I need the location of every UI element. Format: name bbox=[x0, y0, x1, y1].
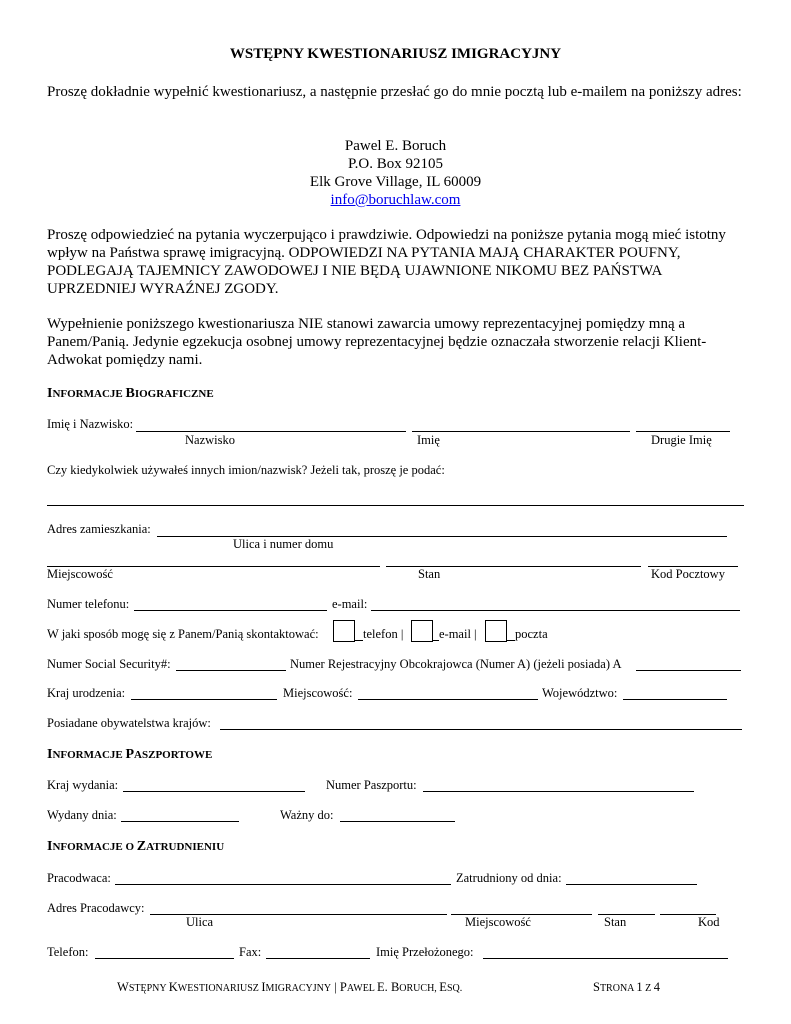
employer-zip-sublabel: Kod bbox=[698, 915, 720, 929]
contact-mail-underline bbox=[507, 640, 515, 641]
contact-phone-underline bbox=[355, 640, 363, 641]
citizenship-label: Posiadane obywatelstwa krajów: bbox=[47, 716, 211, 730]
passport-country-label: Kraj wydania: bbox=[47, 778, 119, 792]
employer-field[interactable] bbox=[115, 884, 451, 885]
contact-question: W jaki sposób mogę się z Panem/Panią skontaktować: bbox=[47, 627, 319, 641]
other-names-question: Czy kiedykolwiek używałeś innych imion/nazwisk? Jeżeli tak, proszę je podać: bbox=[47, 463, 445, 477]
employer-label: Pracodwaca: bbox=[47, 871, 111, 885]
contact-phone-checkbox[interactable] bbox=[333, 620, 355, 642]
phone-label: Numer telefonu: bbox=[47, 597, 130, 611]
email-label: e-mail: bbox=[332, 597, 368, 611]
birth-country-label: Kraj urodzenia: bbox=[47, 686, 126, 700]
contact-phone-label: telefon | bbox=[363, 627, 404, 641]
contact-email-label: e-mail | bbox=[439, 627, 477, 641]
birth-province-label: Województwo: bbox=[542, 686, 618, 700]
middlename-sublabel: Drugie Imię bbox=[651, 433, 712, 447]
alien-number-label: Numer Rejestracyjny Obcokrajowca (Numer A) (jeżeli posiada) A bbox=[290, 657, 622, 671]
employer-phone-field[interactable] bbox=[95, 958, 234, 959]
passport-issued-label: Wydany dnia: bbox=[47, 808, 117, 822]
employer-address-label: Adres Pracodawcy: bbox=[47, 901, 145, 915]
zip-sublabel: Kod Pocztowy bbox=[651, 567, 725, 581]
passport-country-field[interactable] bbox=[123, 791, 305, 792]
disclaimer-paragraph: Wypełnienie poniższego kwestionariusza NIE stanowi zawarcia umowy reprezentacyjnej pomiędzy mną a Panem/Panią. Jedynie egzekucja osobnej umowy reprezentacyjnej będzie oznaczała stworzenie relacji Klient-Adwokat pomiędzy nami. bbox=[47, 316, 707, 368]
ssn-label: Numer Social Security#: bbox=[47, 657, 171, 671]
alien-number-field[interactable] bbox=[636, 670, 741, 671]
passport-number-field[interactable] bbox=[423, 791, 694, 792]
address-city: Elk Grove Village, IL 60009 bbox=[309, 174, 482, 190]
street-sublabel: Ulica i numer domu bbox=[233, 537, 334, 551]
name-label: Imię i Nazwisko: bbox=[47, 417, 134, 431]
employer-fax-label: Fax: bbox=[239, 945, 262, 959]
supervisor-label: Imię Przełożonego: bbox=[376, 945, 474, 959]
birth-province-field[interactable] bbox=[623, 699, 727, 700]
other-names-field[interactable] bbox=[47, 505, 744, 506]
address-box: P.O. Box 92105 bbox=[347, 156, 444, 172]
middlename-field[interactable] bbox=[636, 431, 730, 432]
ssn-field[interactable] bbox=[176, 670, 286, 671]
footer-document-title: WSTĘPNY KWESTIONARIUSZ IMIGRACYJNY | PAWEL E. BORUCH, ESQ. bbox=[117, 980, 463, 994]
contact-email-checkbox[interactable] bbox=[411, 620, 433, 642]
surname-field[interactable] bbox=[136, 431, 406, 432]
employed-since-label: Zatrudniony od dnia: bbox=[456, 871, 562, 885]
city-sublabel: Miejscowość bbox=[47, 567, 113, 581]
address-name: Pawel E. Boruch bbox=[344, 138, 447, 154]
email-field[interactable] bbox=[371, 610, 740, 611]
contact-mail-checkbox[interactable] bbox=[485, 620, 507, 642]
employer-phone-label: Telefon: bbox=[47, 945, 89, 959]
passport-number-label: Numer Paszportu: bbox=[326, 778, 417, 792]
citizenship-field[interactable] bbox=[220, 729, 742, 730]
passport-valid-label: Ważny do: bbox=[280, 808, 334, 822]
employed-since-field[interactable] bbox=[566, 884, 697, 885]
address-email-wrap bbox=[0, 191, 791, 209]
section-heading-passport: INFORMACJE PASZPORTOWE bbox=[47, 747, 213, 762]
employer-fax-field[interactable] bbox=[266, 958, 370, 959]
page-title: WSTĘPNY KWESTIONARIUSZ IMIGRACYJNY bbox=[229, 46, 562, 62]
surname-sublabel: Nazwisko bbox=[185, 433, 235, 447]
employer-state-sublabel: Stan bbox=[604, 915, 627, 929]
passport-issued-field[interactable] bbox=[121, 821, 239, 822]
firstname-sublabel: Imię bbox=[417, 433, 440, 447]
phone-field[interactable] bbox=[134, 610, 327, 611]
state-sublabel: Stan bbox=[418, 567, 441, 581]
address-label: Adres zamieszkania: bbox=[47, 522, 151, 536]
employer-city-sublabel: Miejscowość bbox=[465, 915, 531, 929]
supervisor-field[interactable] bbox=[483, 958, 728, 959]
passport-valid-field[interactable] bbox=[340, 821, 455, 822]
birth-city-label: Miejscowość: bbox=[283, 686, 353, 700]
contact-mail-label: poczta bbox=[515, 627, 548, 641]
birth-city-field[interactable] bbox=[358, 699, 538, 700]
confidentiality-paragraph: Proszę odpowiedzieć na pytania wyczerpująco i prawdziwie. Odpowiedzi na poniższe pytania mogą mieć istotny wpływ na Państwa sprawę imigracyjną. ODPOWIEDZI NA PYTANIA MAJĄ CHARAKTER POUFNY, PODLEGAJĄ TAJEMNICY ZAWODOWEJ I NIE BĘDĄ UJAWNIONE NIKOMU BEZ PAŃSTWA UPRZEDNIEJ WYRAŹNEJ ZGODY. bbox=[47, 227, 726, 297]
employer-street-sublabel: Ulica bbox=[186, 915, 214, 929]
email-link[interactable]: info@boruchlaw.com bbox=[330, 192, 461, 208]
intro-paragraph: Proszę dokładnie wypełnić kwestionariusz, a następnie przesłać go do mnie pocztą lub e-mailem na poniższy adres: bbox=[47, 84, 742, 100]
firstname-field[interactable] bbox=[412, 431, 630, 432]
section-heading-employment: INFORMACJE O ZATRUDNIENIU bbox=[47, 839, 225, 854]
section-heading-biographical: INFORMACJE BIOGRAFICZNE bbox=[47, 386, 214, 401]
footer-page-number: STRONA 1 Z 4 bbox=[593, 980, 660, 994]
birth-country-field[interactable] bbox=[131, 699, 277, 700]
